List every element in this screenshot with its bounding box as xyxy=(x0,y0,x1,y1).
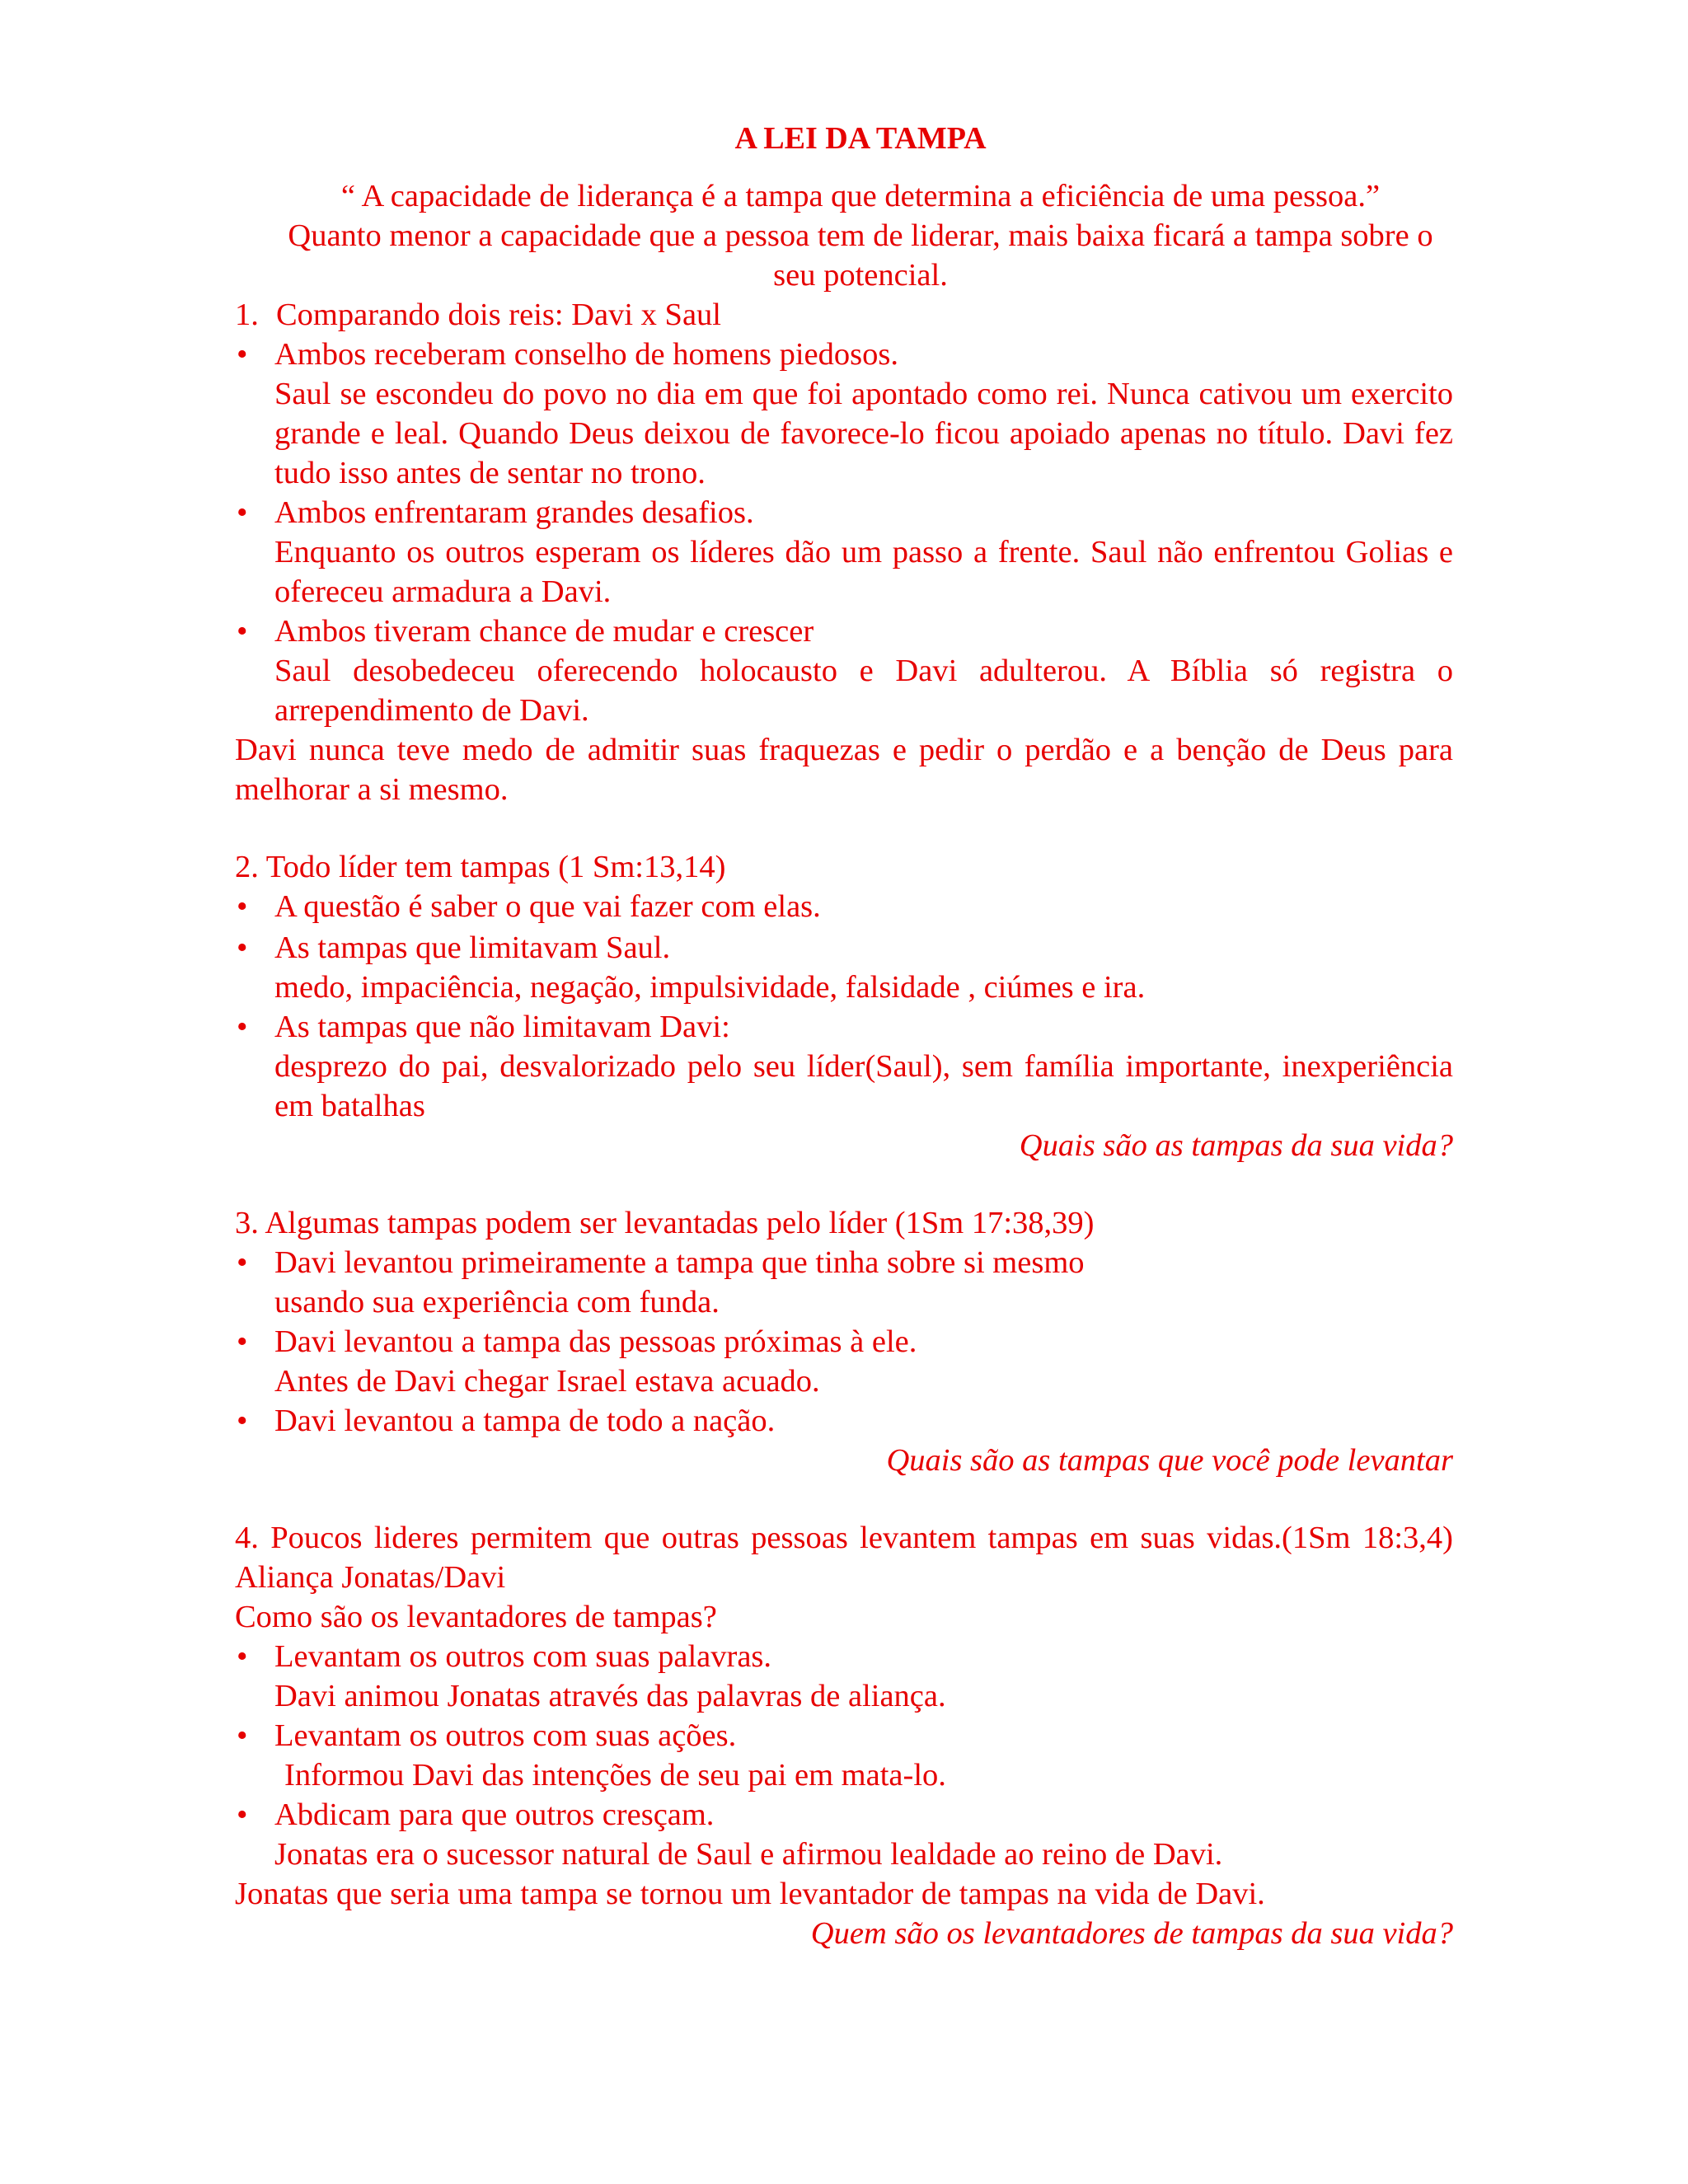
section-1-heading xyxy=(235,295,1453,335)
list-item: • As tampas que não limitavam Davi: xyxy=(235,1007,1453,1047)
section-2-heading: 2. Todo líder tem tampas (1 Sm:13,14) xyxy=(235,850,726,884)
page-title: A LEI DA TAMPA xyxy=(734,121,987,156)
section-3-question: Quais são as tampas que você pode levantar xyxy=(886,1443,1453,1478)
section-4-heading: 4. Poucos lideres permitem que outras pessoas levantem tampas em suas vidas.(1Sm 18:3,4) Aliança Jonatas/Davi xyxy=(235,1521,1453,1595)
section-1 xyxy=(235,295,1453,809)
quote-line: “ A capacidade de liderança é a tampa que determina a eficiência de uma pessoa.” xyxy=(340,179,1381,213)
list-item-detail: Saul desobedeceu oferecendo holocausto e Davi adulterou. A Bíblia só registra o arrependimento de Davi. xyxy=(274,654,1453,728)
list-item: • Davi levantou primeiramente a tampa que tinha sobre si mesmo xyxy=(235,1243,1453,1282)
section-4-closing: Jonatas que seria uma tampa se tornou um levantador de tampas na vida de Davi. xyxy=(235,1877,1265,1911)
list-item: • Abdicam para que outros cresçam. xyxy=(235,1795,1453,1835)
section-4-subheading: Como são os levantadores de tampas? xyxy=(235,1600,717,1634)
section-4 xyxy=(235,1518,1453,1953)
intro-text: Quanto menor a capacidade que a pessoa tem de liderar, mais baixa ficará a tampa sobre o seu potencial. xyxy=(288,218,1433,293)
list-item-detail: Davi animou Jonatas através das palavras de aliança. xyxy=(274,1679,946,1713)
list-item-detail: Enquanto os outros esperam os líderes dão um passo a frente. Saul não enfrentou Golias e ofereceu armadura a Davi. xyxy=(274,535,1453,609)
section-2-question: Quais são as tampas da sua vida? xyxy=(1019,1128,1453,1163)
section-1-number: 1. xyxy=(235,298,259,332)
section-1-heading-text: Comparando dois reis: Davi x Saul xyxy=(276,298,721,332)
list-item-detail: Saul se escondeu do povo no dia em que foi apontado como rei. Nunca cativou um exercito grande e leal. Quando Deus deixou de favorece-lo ficou apoiado apenas no título. Davi fez tudo isso antes de sentar no trono. xyxy=(274,377,1453,490)
list-item: • As tampas que limitavam Saul. xyxy=(235,928,1453,968)
list-item: • A questão é saber o que vai fazer com elas. xyxy=(235,887,1453,926)
section-4-question: Quem são os levantadores de tampas da sua vida? xyxy=(810,1916,1453,1951)
section-3 xyxy=(235,1203,1453,1480)
list-item-detail: desprezo do pai, desvalorizado pelo seu líder(Saul), sem família importante, inexperiência em batalhas xyxy=(274,1049,1453,1123)
list-item: • Ambos receberam conselho de homens piedosos. xyxy=(235,335,1453,374)
list-item-detail: Informou Davi das intenções de seu pai em mata-lo. xyxy=(284,1758,946,1793)
list-item: • Ambos enfrentaram grandes desafios. xyxy=(235,493,1453,532)
section-1-closing: Davi nunca teve medo de admitir suas fraquezas e pedir o perdão e a benção de Deus para melhorar a si mesmo. xyxy=(235,733,1453,807)
section-3-heading: 3. Algumas tampas podem ser levantadas pelo líder (1Sm 17:38,39) xyxy=(235,1206,1095,1240)
intro-block xyxy=(268,176,1453,295)
list-item-detail: Jonatas era o sucessor natural de Saul e afirmou lealdade ao reino de Davi. xyxy=(274,1837,1223,1872)
section-2 xyxy=(235,847,1453,1165)
list-item-detail: Antes de Davi chegar Israel estava acuado. xyxy=(274,1364,820,1399)
list-item: • Ambos tiveram chance de mudar e crescer xyxy=(235,612,1453,651)
list-item: • Davi levantou a tampa de todo a nação. xyxy=(235,1401,1453,1441)
list-item: • Davi levantou a tampa das pessoas próximas à ele. xyxy=(235,1322,1453,1361)
list-item: • Levantam os outros com suas ações. xyxy=(235,1716,1453,1755)
list-item-detail: medo, impaciência, negação, impulsividade, falsidade , ciúmes e ira. xyxy=(274,970,1146,1005)
list-item: • Levantam os outros com suas palavras. xyxy=(235,1637,1453,1676)
list-item-detail: usando sua experiência com funda. xyxy=(274,1285,720,1319)
document-content xyxy=(235,115,1453,1953)
